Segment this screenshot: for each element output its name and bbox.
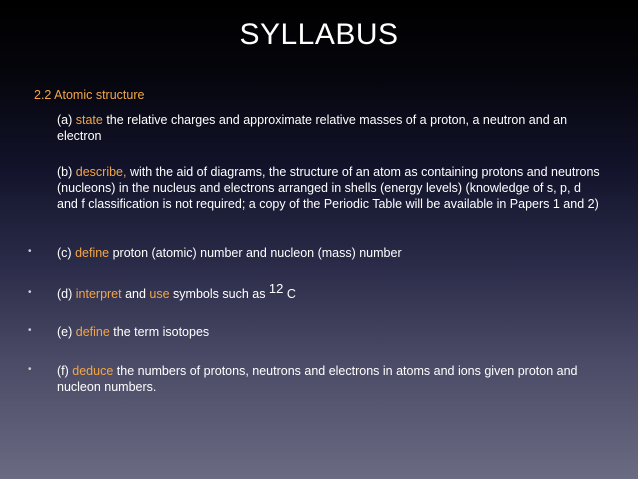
item-text: with the aid of diagrams, the structure of an atom as containing protons and neutrons (nucleons) in the nucleus and electrons arranged in shells (energy levels) (knowledge of s, p, d and f classification is not required; a copy of the Periodic Table will be available in Papers 1 and 2) <box>57 165 600 211</box>
item-label: (b) <box>57 165 76 179</box>
item-text: symbols such as <box>169 287 269 301</box>
bullet-point: • <box>28 287 32 298</box>
keyword-use: use <box>149 287 170 301</box>
keyword-deduce: deduce <box>72 364 114 378</box>
keyword-define: define <box>75 246 110 260</box>
keyword-state: state <box>75 113 103 127</box>
item-label: (c) <box>57 246 76 260</box>
slide-title: SYLLABUS <box>239 18 399 51</box>
item-label: (f) <box>57 364 73 378</box>
syllabus-item-d <box>57 281 602 302</box>
syllabus-item-c <box>57 245 602 261</box>
syllabus-item-f <box>57 363 602 395</box>
item-text: the relative charges and approximate relative masses of a proton, a neutron and an electron <box>57 113 568 143</box>
keyword-interpret: interpret <box>75 287 122 301</box>
bullet-point: • <box>28 325 32 336</box>
item-text: proton (atomic) number and nucleon (mass) number <box>109 246 402 260</box>
mass-number-superscript: 12 <box>268 281 284 296</box>
keyword-describe: describe, <box>75 165 127 179</box>
bullet-point: • <box>28 364 32 375</box>
section-heading: 2.2 Atomic structure <box>34 88 145 102</box>
item-text: and <box>121 287 150 301</box>
item-label: (d) <box>57 287 76 301</box>
element-symbol: C <box>283 287 296 301</box>
syllabus-item-e <box>57 324 602 340</box>
syllabus-item-b <box>57 164 602 212</box>
item-text: the term isotopes <box>109 325 210 339</box>
bullet-point: • <box>28 246 32 257</box>
item-text: the numbers of protons, neutrons and electrons in atoms and ions given proton and nucleon numbers. <box>57 364 578 394</box>
keyword-define: define <box>75 325 110 339</box>
item-label: (a) <box>57 113 76 127</box>
syllabus-item-a <box>57 112 602 144</box>
item-label: (e) <box>57 325 76 339</box>
